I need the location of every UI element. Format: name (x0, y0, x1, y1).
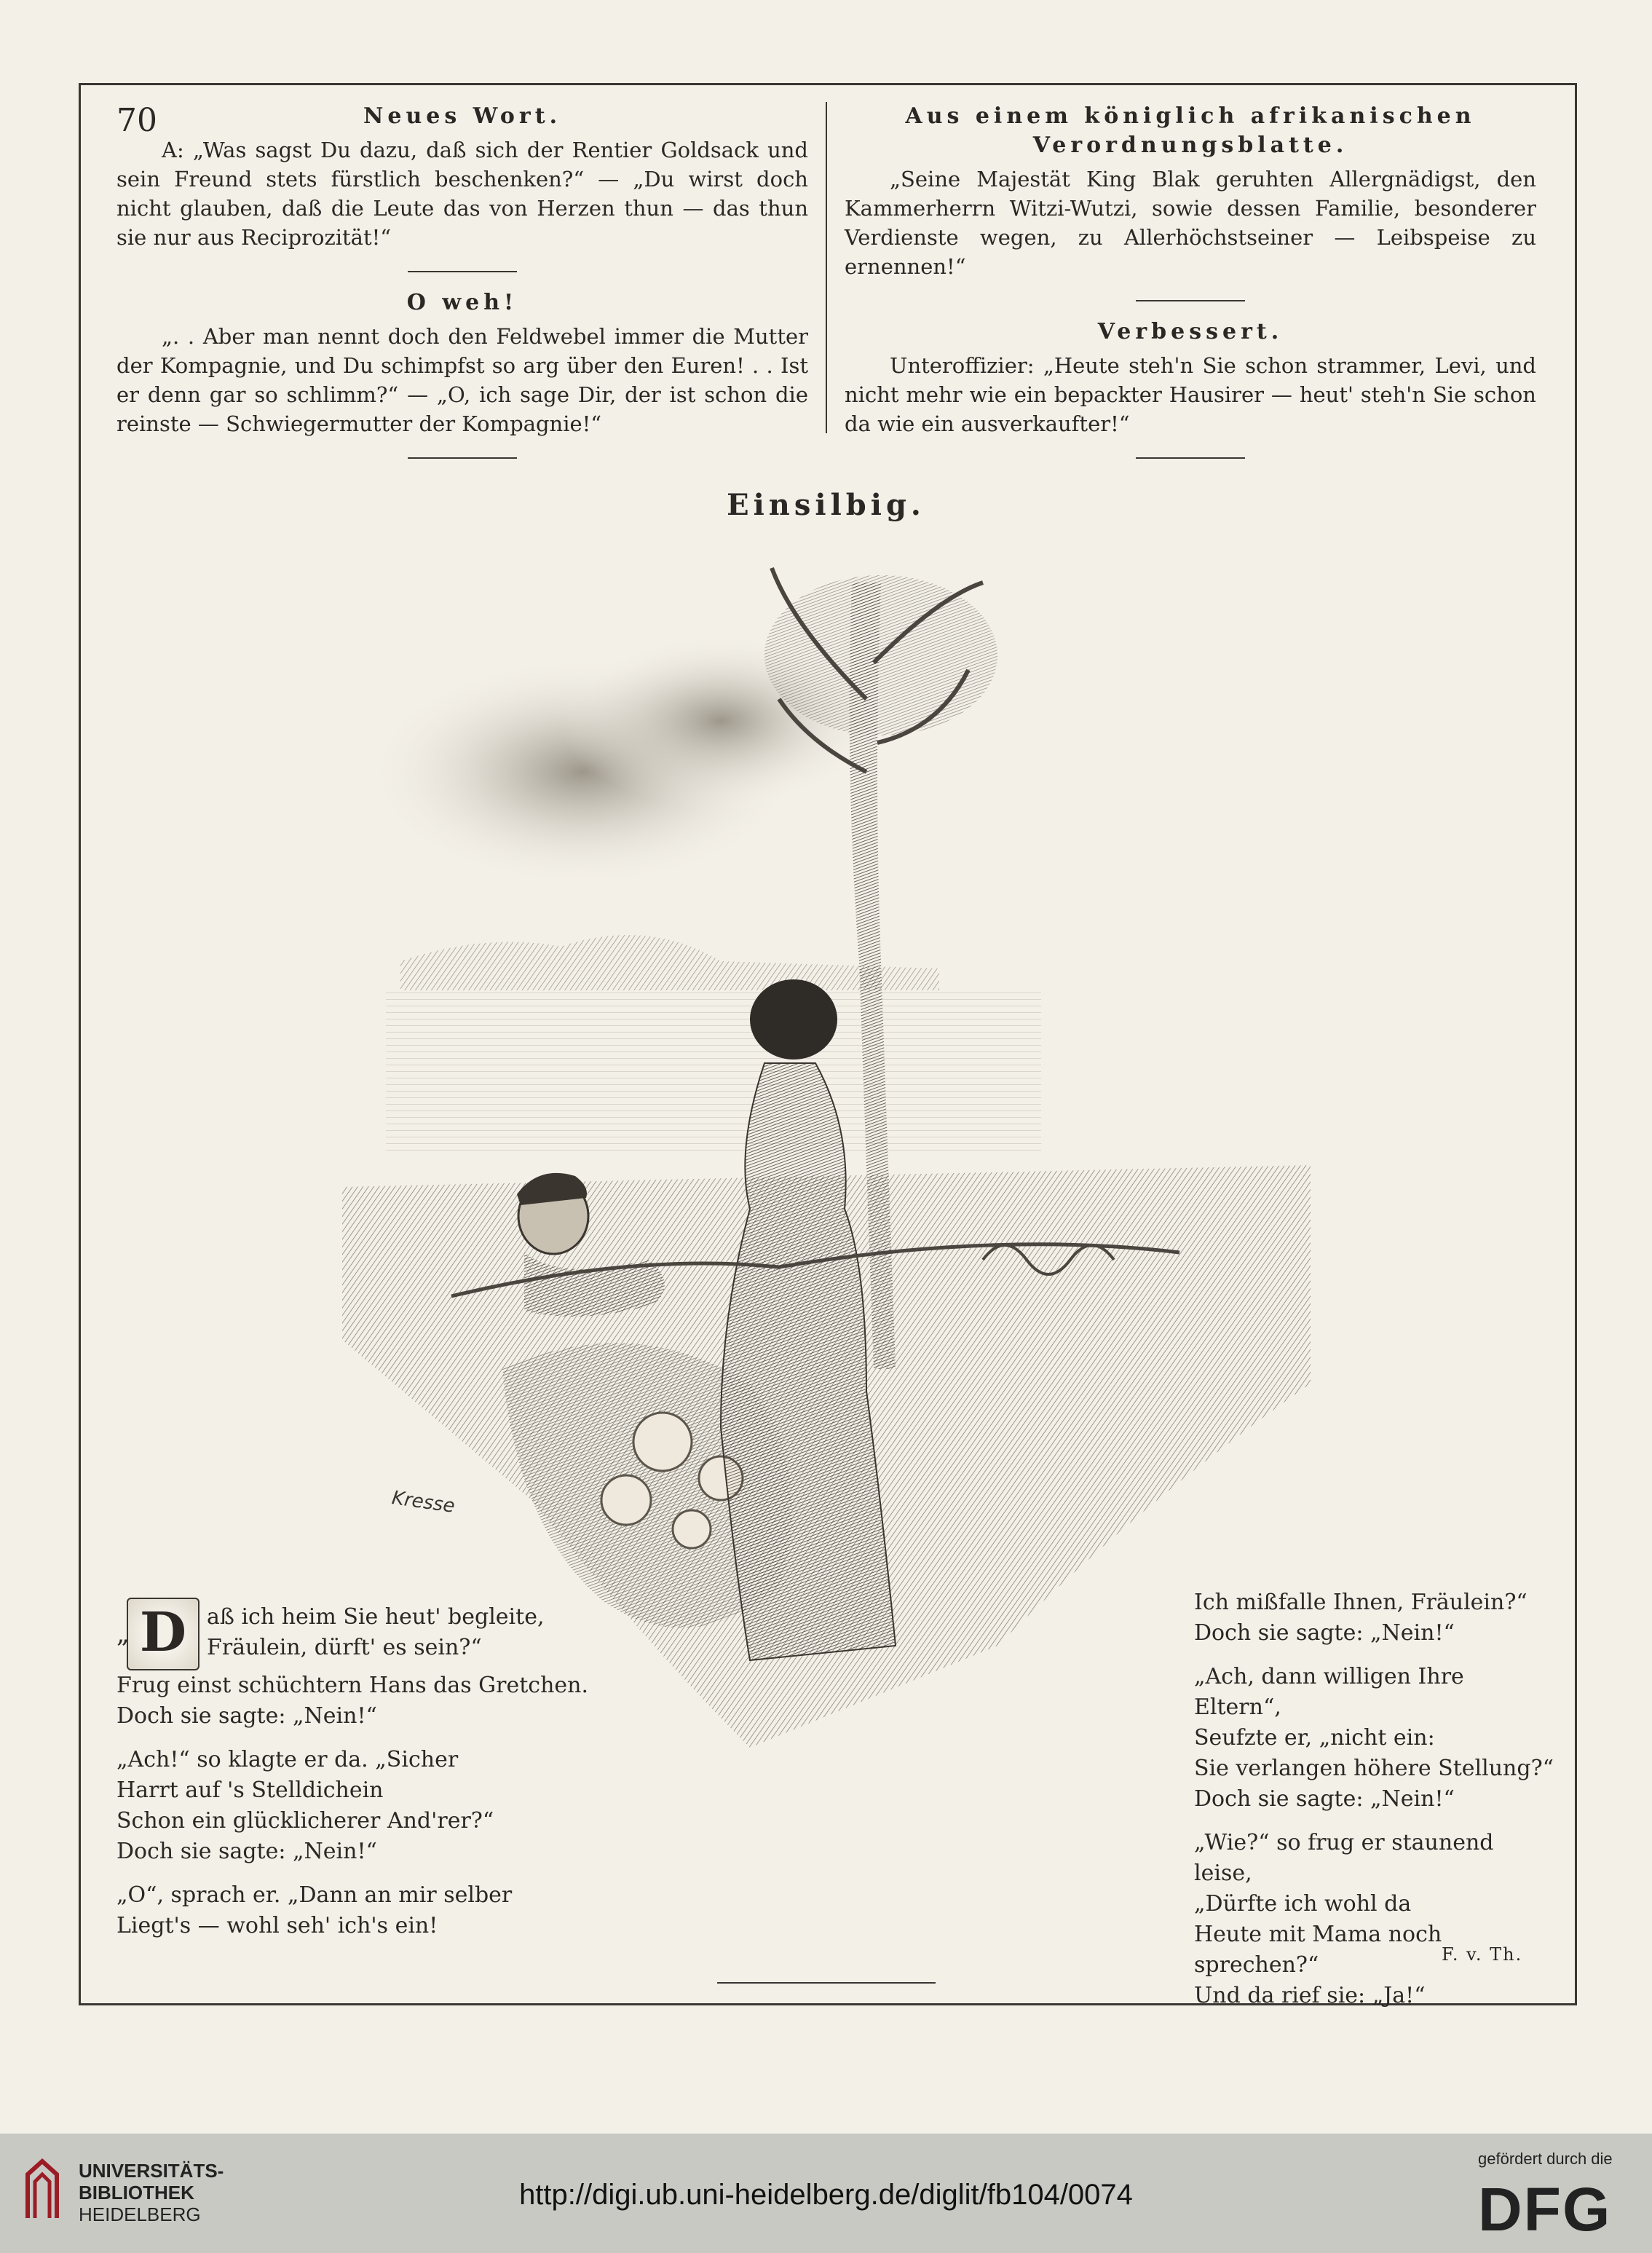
poem-stanza (116, 1745, 626, 1867)
poem-line: Und da rief sie: „Ja!“ (1194, 1983, 1426, 2008)
library-name-line: UNIVERSITÄTS- (79, 2160, 224, 2182)
poem-line: Liegt's — wohl seh' ich's ein! (116, 1913, 438, 1938)
article-text-neues-wort: A: „Was sagst Du dazu, daß sich der Rentier Goldsack und sein Freund stets fürstlich beschenken?“ — „Du wirst doch nicht glauben, daß die Leute das von Herzen thun — das thun sie nur aus Reciprozität!“ (116, 138, 808, 250)
left-column (116, 102, 808, 475)
column-divider (826, 102, 827, 433)
poem-line: Fräulein, dürft' es sein?“ (207, 1635, 482, 1660)
poem-line: Frug einst schüchtern Hans das Gretchen. (116, 1673, 589, 1698)
poem-line: „Ach!“ so klagte er da. „Sicher (116, 1747, 459, 1772)
section-divider (408, 457, 517, 459)
page-number: 70 (116, 102, 157, 139)
opening-quote-mark: „ (116, 1619, 130, 1649)
flower (633, 1413, 692, 1471)
drop-cap: D (127, 1598, 199, 1670)
poem-stanza (1194, 1662, 1558, 1815)
author-signature: F. v. Th. (1442, 1944, 1523, 1965)
dfg-logo: DFG (1478, 2175, 1612, 2244)
poem-stanza (116, 1602, 626, 1732)
poem-line: Seufzte er, „nicht ein: (1194, 1725, 1435, 1751)
article-text-verbessert: Unteroffizier: „Heute steh'n Sie schon strammer, Levi, und nicht mehr wie ein bepackter Hausirer — heut' steh'n Sie schon da wie ein ausverkaufter!“ (845, 353, 1536, 436)
article-title-afrikanisch-line2: Verordnungsblatte. (1032, 133, 1348, 158)
poem-line: Doch sie sagte: „Nein!“ (1194, 1620, 1455, 1646)
poem-line: Sie verlangen höhere Stellung?“ (1194, 1756, 1554, 1781)
poem-line: aß ich heim Sie heut' begleite, (207, 1604, 545, 1630)
flower (601, 1475, 651, 1525)
poem-stanza (1194, 1828, 1558, 2011)
library-name-line: BIBLIOTHEK (79, 2182, 194, 2203)
poem-line: Doch sie sagte: „Nein!“ (116, 1839, 377, 1864)
article-title-o-weh: O weh! (406, 290, 518, 315)
artist-signature: Kresse (390, 1487, 457, 1518)
article-title-afrikanisch-line1: Aus einem königlich afrikanischen (905, 103, 1476, 129)
flower (673, 1510, 711, 1548)
poem-title: Einsilbig. (727, 488, 925, 522)
section-divider (1136, 457, 1245, 459)
article-text-afrikanisch: „Seine Majestät King Blak geruhten Allergnädigst, den Kammerherrn Witzi-Wutzi, sowie dessen Familie, besonderer Verdienste wegen, zu Allerhöchstseiner — Leibspeise zu ernennen!“ (845, 167, 1536, 279)
poem-line: Doch sie sagte: „Nein!“ (116, 1703, 377, 1729)
article-text-o-weh: „. . Aber man nennt doch den Feldwebel immer die Mutter der Kompagnie, und Du schimpfst so arg über den Euren! . . Ist er denn gar so schlimm?“ — „O, ich sage Dir, der ist schon die reinste — Schwiegermutter der Kompagnie!“ (116, 324, 808, 436)
poem-line: „Wie?“ so frug er staunend leise, (1194, 1830, 1494, 1886)
poem-line: Doch sie sagte: „Nein!“ (1194, 1786, 1455, 1812)
end-rule (717, 1982, 936, 1984)
lake (386, 990, 1041, 1151)
engraving-illustration (342, 553, 1311, 1748)
poem-left-column (116, 1602, 626, 1954)
article-title-neues-wort: Neues Wort. (363, 103, 562, 129)
article-title-verbessert: Verbessert. (1097, 319, 1284, 344)
poem-line: „Dürfte ich wohl da (1194, 1891, 1412, 1917)
section-divider (1136, 300, 1245, 301)
tree-foliage (764, 575, 997, 735)
funding-label: gefördert durch die (1478, 2150, 1613, 2168)
poem-line: Heute mit Mama noch sprechen?“ (1194, 1922, 1442, 1978)
poem-stanza (116, 1880, 626, 1941)
poem-line: Harrt auf 's Stelldichein (116, 1777, 384, 1803)
poem-line: Ich mißfalle Ihnen, Fräulein?“ (1194, 1590, 1527, 1615)
source-url-link[interactable]: http://digi.ub.uni-heidelberg.de/diglit/fb104/0074 (519, 2179, 1133, 2211)
digitization-footer (0, 2134, 1652, 2253)
poem-line: „Ach, dann willigen Ihre Eltern“, (1194, 1664, 1464, 1720)
right-column (845, 102, 1536, 475)
library-name-line: HEIDELBERG (79, 2203, 201, 2225)
poem-line: Schon ein glücklicherer And'rer?“ (116, 1808, 494, 1834)
poem-stanza (1194, 1587, 1558, 1649)
woman-hat (750, 979, 837, 1060)
poem-line: „O“, sprach er. „Dann an mir selber (116, 1882, 513, 1908)
section-divider (408, 271, 517, 272)
